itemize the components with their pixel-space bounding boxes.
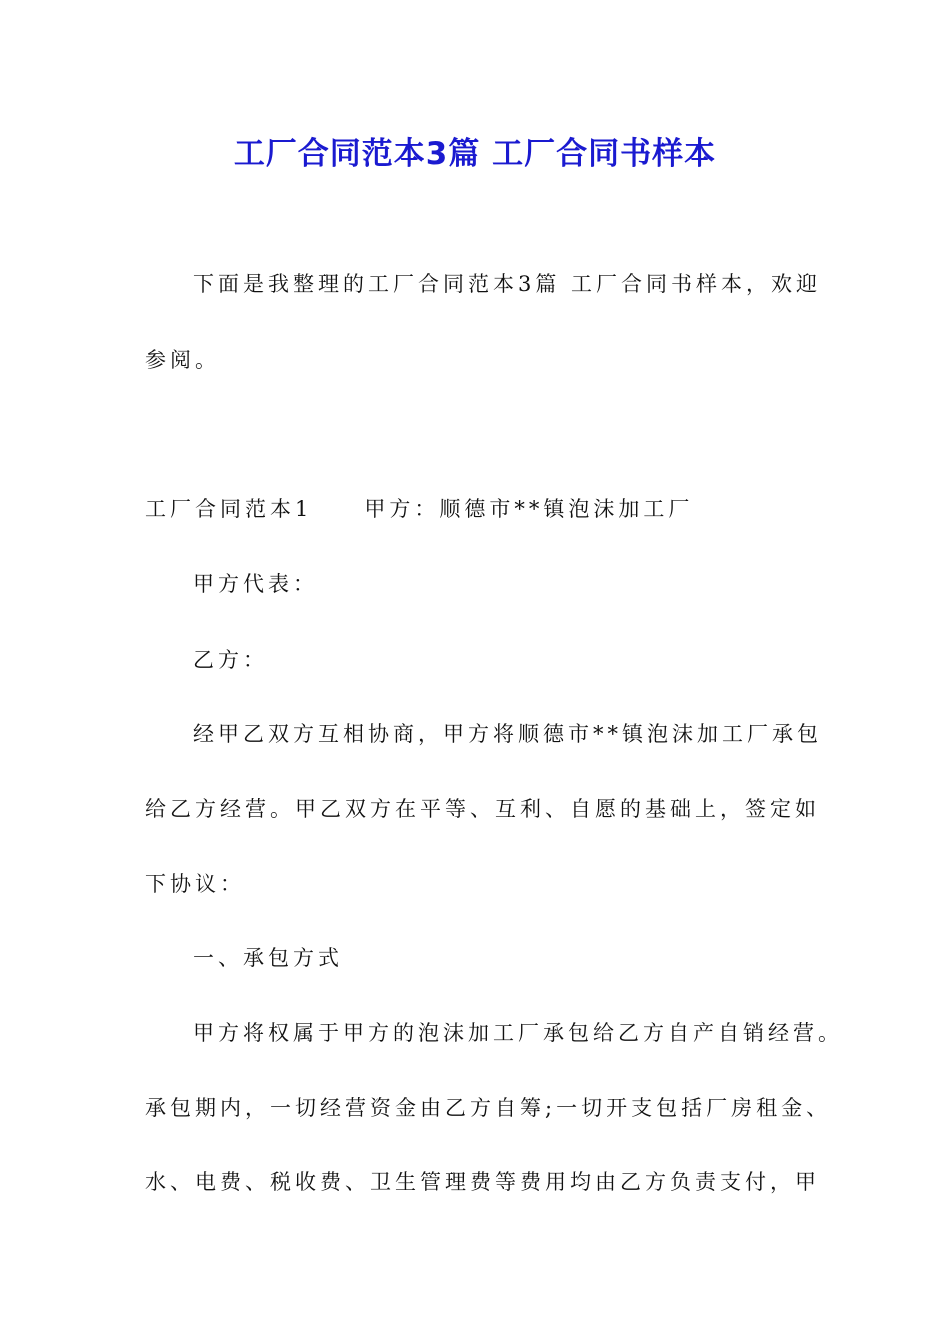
party-b-line: 乙方： <box>193 648 268 672</box>
paragraph-line: 承包期内，一切经营资金由乙方自筹;一切开支包括厂房租金、 <box>145 1096 832 1120</box>
clause-heading: 一、承包方式 <box>193 946 343 970</box>
document-title: 工厂合同范本3篇 工厂合同书样本 <box>233 136 717 172</box>
paragraph-line: 经甲乙双方互相协商，甲方将顺德市**镇泡沫加工厂承包 <box>193 722 822 746</box>
section-heading: 工厂合同范本1 <box>145 497 313 521</box>
party-a-line: 甲方：顺德市**镇泡沫加工厂 <box>364 497 694 521</box>
paragraph-line: 甲方将权属于甲方的泡沫加工厂承包给乙方自产自销经营。 <box>193 1021 843 1045</box>
paragraph-line: 下协议： <box>145 872 245 896</box>
section-heading-row <box>145 494 693 524</box>
paragraph-line: 给乙方经营。甲乙双方在平等、互利、自愿的基础上，签定如 <box>145 797 820 821</box>
paragraph-line: 水、电费、税收费、卫生管理费等费用均由乙方负责支付，甲 <box>145 1170 820 1194</box>
party-a-representative: 甲方代表： <box>193 572 318 596</box>
intro-line-1: 下面是我整理的工厂合同范本3篇 工厂合同书样本，欢迎 <box>193 272 822 296</box>
intro-line-2: 参阅。 <box>145 348 220 372</box>
